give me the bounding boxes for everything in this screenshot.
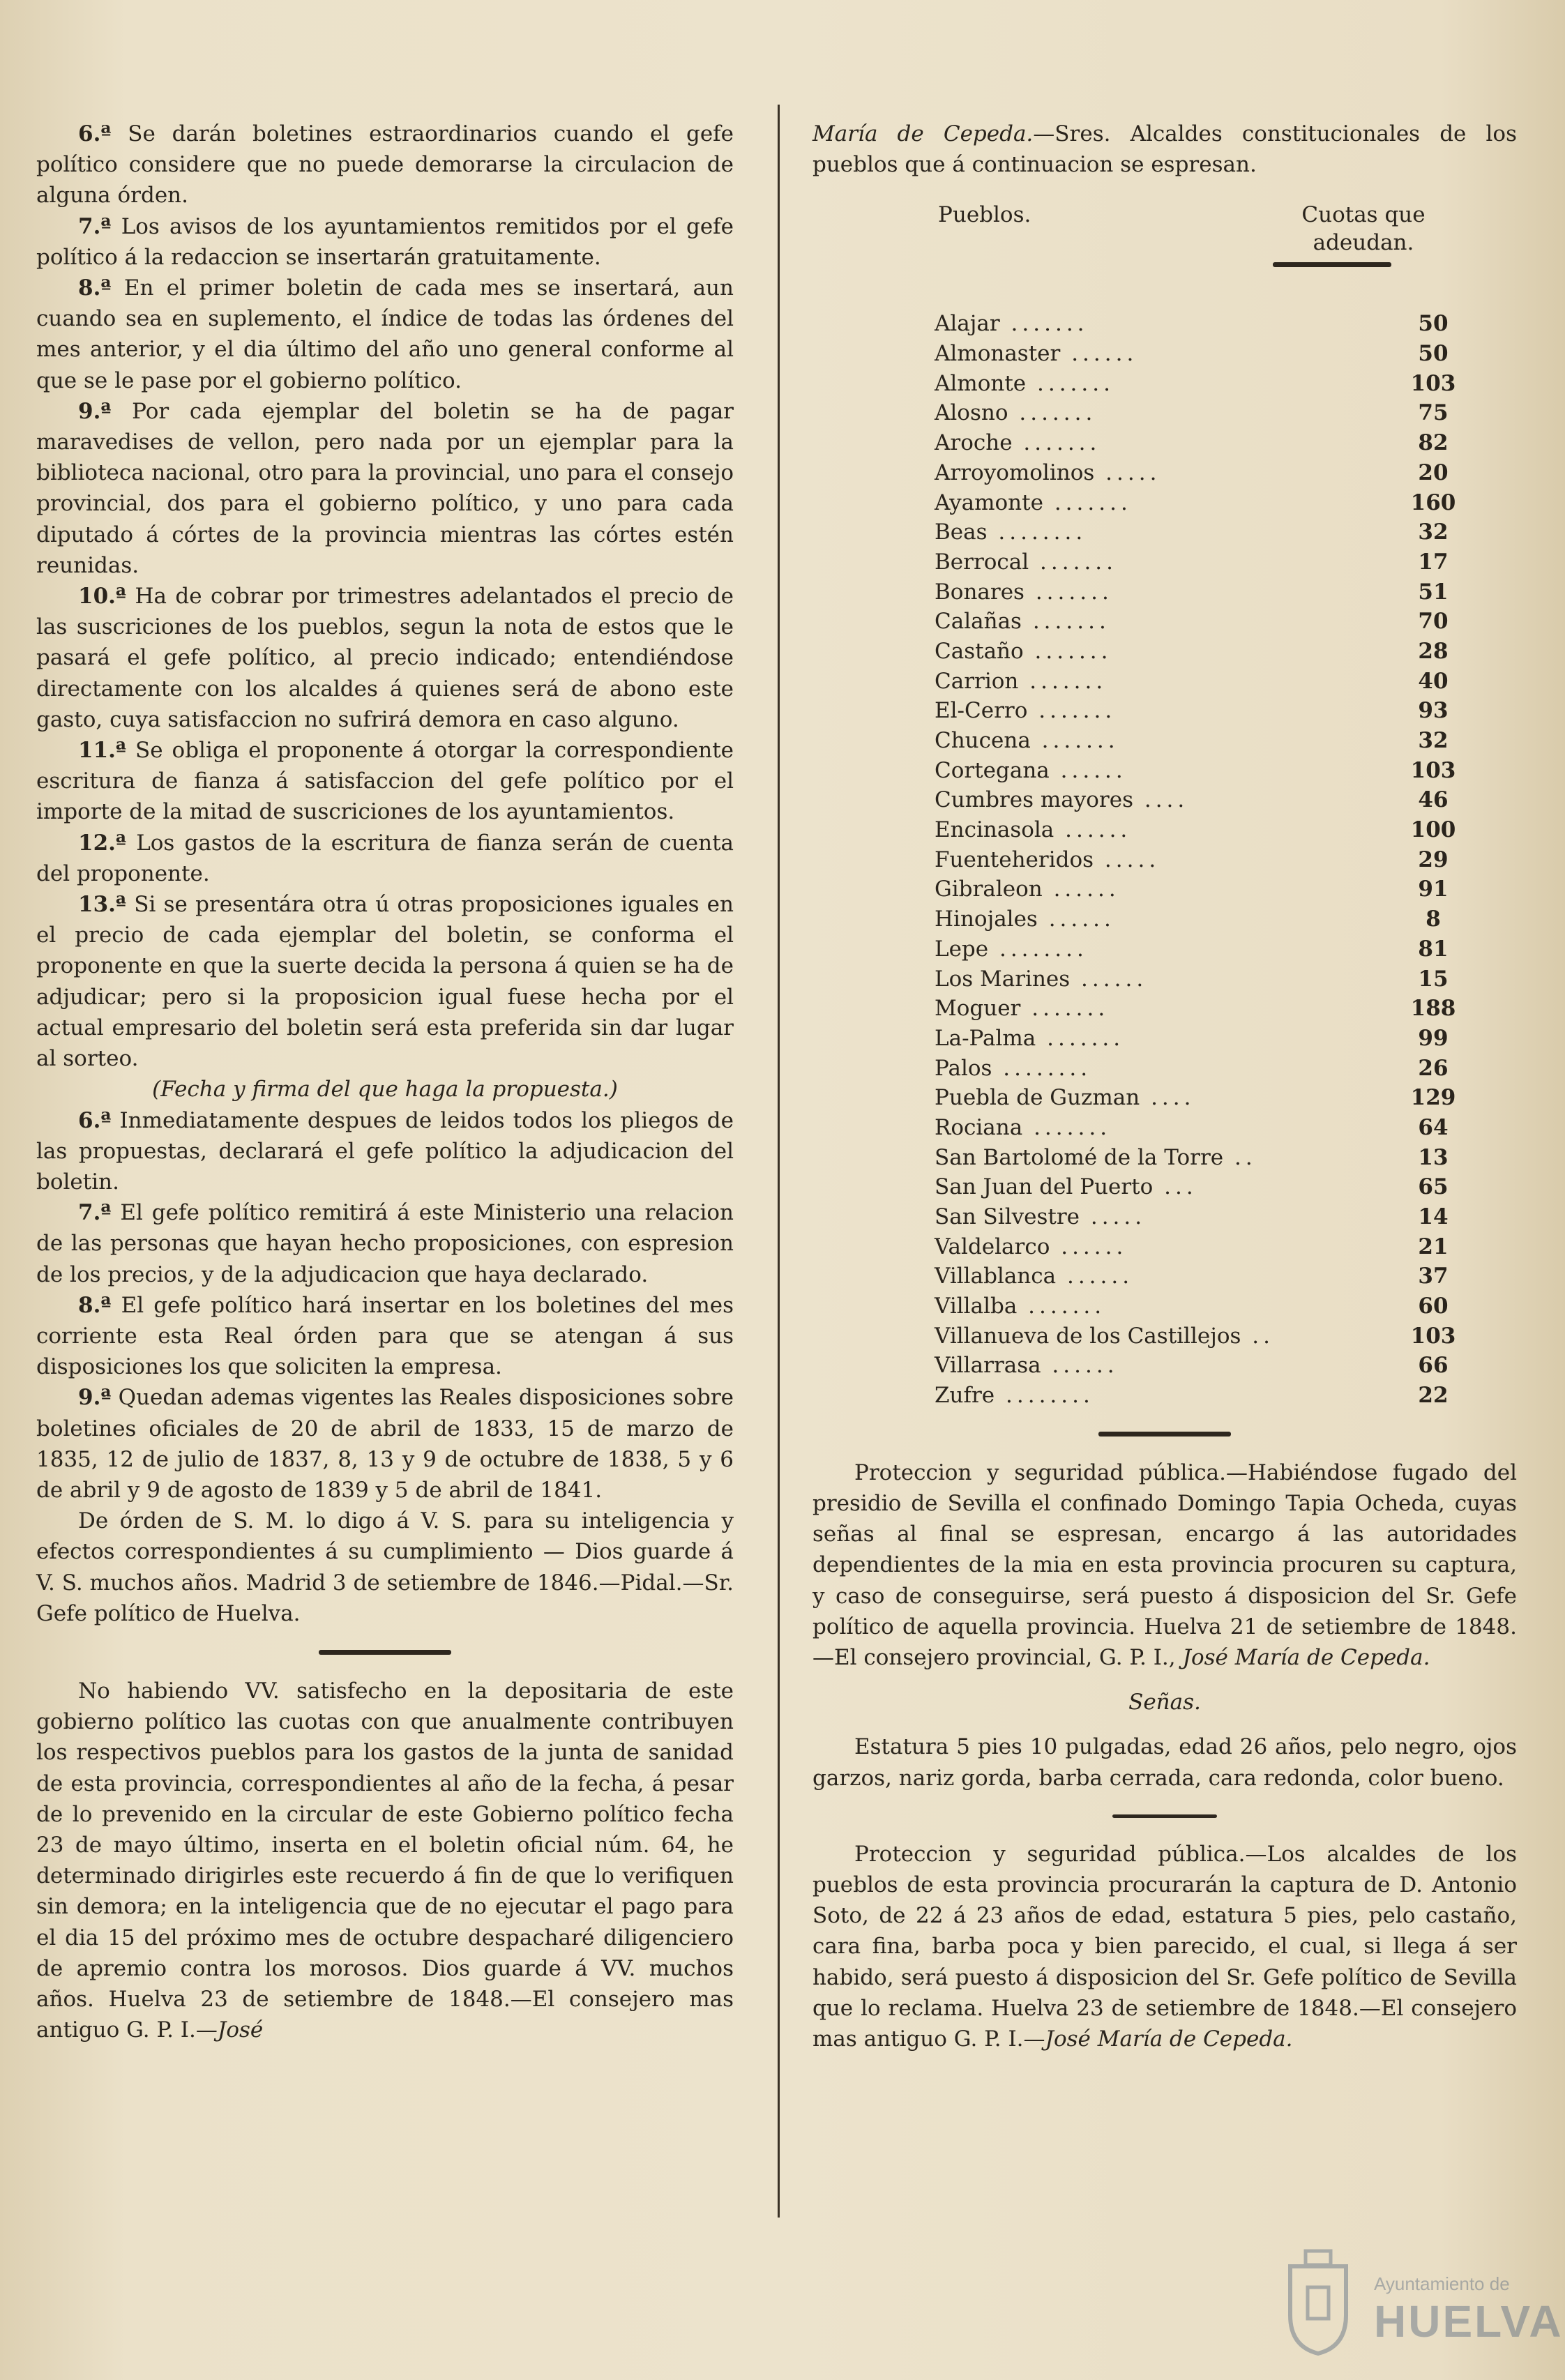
rule-paragraph [36, 119, 734, 211]
separator-rule [1112, 1814, 1217, 1818]
rule-paragraph [36, 396, 734, 581]
closing-paragraph: De órden de S. M. lo digo á V. S. para su inteligencia y efectos correspondientes á su cumplimiento — Dios guarde á V. S. muchos años. Madrid 3 de setiembre de 1846.—Pidal.—Sr. Gefe político de Huelva. [36, 1508, 734, 1626]
town-quota: 50 [1418, 311, 1449, 337]
town-row [935, 1381, 1465, 1411]
rule-number: 6.ª [78, 121, 112, 146]
rule-text: Si se presentára otra ú otras proposiciones iguales en el precio de cada ejemplar del boletin, se conforma el proponente en que la suerte decida la persona á quien se ha de adjudicar; pero si la proposicion igual fuese hecha por el actual empresario del boletin será esta preferida sin dar lugar al sorteo. [36, 892, 734, 1072]
rule-text: En el primer boletin de cada mes se insertará, aun cuando sea en suplemento, el índice de todas las órdenes del mes anterior, y el dia último del año uno general conforme al que se le pase por el gobierno político. [36, 275, 734, 393]
town-row [935, 1083, 1465, 1113]
town-quota: 93 [1418, 698, 1449, 724]
town-name: Villablanca ...... [935, 1264, 1134, 1289]
rule-number: 7.ª [78, 1200, 112, 1226]
rule-text: Los avisos de los ayuntamientos remitidos por el gefe político á la redaccion se insertarán gratuitamente. [36, 213, 734, 270]
rule-text: Se obliga el proponente á otorgar la correspondiente escritura de fianza á satisfaccion del gefe político por el importe de la mitad de suscriciones de los ayuntamientos. [36, 738, 734, 825]
right-column [812, 119, 1517, 2054]
town-quota: 82 [1418, 430, 1449, 456]
signature-line: (Fecha y firma del que haga la propuesta.) [152, 1077, 618, 1102]
rule-paragraph [36, 211, 734, 273]
town-name: Valdelarco ...... [935, 1234, 1128, 1259]
town-name: Ayamonte ....... [935, 490, 1132, 515]
watermark-logo [1276, 2245, 1564, 2364]
town-name: Castaño ....... [935, 638, 1112, 664]
circular-paragraph: No habiendo VV. satisfecho en la depositaria de este gobierno político las cuotas con que anualmente contribuyen los respectivos pueblos para los gastos de la junta de sanidad de esta provincia, correspondientes al año de la fecha, á pesar de lo prevenido en la circular de este Gobierno político fecha 23 de mayo último, inserta en el boletin oficial núm. 64, he determinado dirigirles este recuerdo á fin de que lo verifiquen sin demora; en la inteligencia que de no ejecutar el pago para el dia 15 del próximo mes de octubre despacharé diligenciero de apremio contra los morosos. Dios guarde á VV. muchos años. Huelva 23 de setiembre de 1848.—El consejero mas antiguo G. P. I.—José [36, 1678, 734, 2043]
rule-paragraph [36, 735, 734, 828]
town-name: Alosno ....... [935, 400, 1097, 426]
town-quota: 100 [1410, 817, 1456, 843]
rule-paragraph [36, 1105, 734, 1198]
town-row [935, 1232, 1465, 1262]
town-row [935, 1054, 1465, 1084]
town-row [935, 934, 1465, 964]
town-row [935, 667, 1465, 697]
town-quota: 103 [1410, 370, 1456, 396]
town-quota: 14 [1418, 1204, 1449, 1230]
rules-list-b [36, 1105, 734, 1506]
town-quota: 65 [1418, 1174, 1449, 1200]
rule-number: 11.ª [78, 738, 127, 764]
town-quota: 28 [1418, 638, 1449, 664]
town-name: Villarrasa ...... [935, 1353, 1119, 1379]
town-row [935, 845, 1465, 875]
town-quota: 15 [1418, 966, 1449, 992]
town-name: Alajar ....... [935, 311, 1089, 337]
town-quota: 29 [1418, 847, 1449, 872]
rule-text: Por cada ejemplar del boletin se ha de pagar maravedises de vellon, pero nada por un ejemplar para la biblioteca nacional, otro para la provincial, uno para el consejo provincial, dos para el gobierno político, y uno para cada diputado á córtes de la provincia mientras las córtes estén reunidas. [36, 398, 734, 578]
town-quota: 46 [1418, 787, 1449, 813]
rule-number: 13.ª [78, 892, 127, 918]
town-quota: 81 [1418, 936, 1449, 962]
town-name: Villanueva de los Castillejos .. [935, 1323, 1274, 1349]
town-row [935, 488, 1465, 518]
town-name: Chucena ....... [935, 728, 1119, 754]
town-quota: 103 [1410, 1323, 1456, 1349]
rule-number: 7.ª [78, 213, 112, 239]
town-row [935, 339, 1465, 369]
continuation-paragraph: María de Cepeda.—Sres. Alcaldes constitucionales de los pueblos que á continuacion se espresan. [812, 121, 1517, 178]
town-name: Almonaster ...... [935, 341, 1138, 367]
rule-paragraph [36, 1382, 734, 1506]
town-name: Bonares ....... [935, 579, 1113, 605]
town-quota: 64 [1418, 1114, 1449, 1140]
town-quota: 91 [1418, 877, 1449, 902]
town-row [935, 1113, 1465, 1143]
watermark-big-text: HUELVA [1374, 2296, 1564, 2347]
continuation-signer: María de Cepeda. [812, 121, 1034, 146]
table-header-towns: Pueblos. [938, 202, 1031, 228]
town-row [935, 904, 1465, 934]
rule-paragraph [36, 1197, 734, 1290]
town-name: Los Marines ...... [935, 966, 1148, 992]
town-name: Cumbres mayores .... [935, 787, 1189, 813]
town-name: San Bartolomé de la Torre .. [935, 1144, 1257, 1170]
town-quota: 160 [1410, 490, 1456, 515]
town-quota: 50 [1418, 341, 1449, 367]
town-row [935, 517, 1465, 547]
town-quota: 20 [1418, 460, 1449, 485]
town-name: Zufre ........ [935, 1383, 1094, 1409]
town-row [935, 994, 1465, 1024]
town-name: Villalba ....... [935, 1294, 1106, 1319]
town-row [935, 1172, 1465, 1202]
rule-number: 8.ª [78, 275, 112, 301]
town-name: La-Palma ....... [935, 1025, 1125, 1051]
rule-text: El gefe político remitirá á este Ministerio una relacion de las personas que hayan hecho proposiciones, con espresion de los precios, y de la adjudicacion que haya declarado. [36, 1200, 734, 1287]
town-row [935, 756, 1465, 786]
rule-text: Los gastos de la escritura de fianza serán de cuenta del proponente. [36, 830, 734, 886]
rule-number: 12.ª [78, 830, 127, 856]
senas-paragraph: Estatura 5 pies 10 pulgadas, edad 26 años, pelo negro, ojos garzos, nariz gorda, barba cerrada, cara redonda, color bueno. [812, 1734, 1517, 1791]
town-name: El-Cerro ....... [935, 698, 1117, 724]
town-name: Calañas ....... [935, 609, 1110, 635]
town-row [935, 369, 1465, 399]
town-row [935, 607, 1465, 637]
rule-number: 9.ª [78, 398, 112, 424]
left-column [36, 119, 734, 2045]
table-header [938, 201, 1433, 257]
town-name: Puebla de Guzman .... [935, 1085, 1195, 1111]
notice2-signer: José María de Cepeda. [1045, 2026, 1293, 2052]
town-row [935, 309, 1465, 339]
rule-text: Ha de cobrar por trimestres adelantados el precio de las suscriciones de los pueblos, segun la nota de estos que le pasará el gefe político, al precio indicado; entendiéndose directamente con los alcaldes á quienes será de abono este gasto, cuya satisfaccion no sufrirá demora en caso alguno. [36, 584, 734, 732]
town-quota: 37 [1418, 1264, 1449, 1289]
town-row [935, 1024, 1465, 1054]
rule-text: Inmediatamente despues de leidos todos los pliegos de las propuestas, declarará el gefe político la adjudicacion del boletin. [36, 1107, 734, 1195]
town-quota: 129 [1410, 1085, 1456, 1111]
town-name: Lepe ........ [935, 936, 1088, 962]
town-quota: 60 [1418, 1294, 1449, 1319]
rule-paragraph [36, 581, 734, 735]
column-divider [778, 105, 780, 2218]
table-header-quotas: Cuotas que adeudan. [1301, 202, 1426, 256]
town-row [935, 428, 1465, 458]
rule-number: 9.ª [78, 1385, 112, 1411]
town-name: Palos ........ [935, 1055, 1092, 1081]
town-quota: 17 [1418, 549, 1449, 575]
town-name: San Silvestre ..... [935, 1204, 1147, 1230]
town-row [935, 1291, 1465, 1321]
rule-text: Se darán boletines estraordinarios cuando el gefe político considere que no puede demorarse la circulacion de alguna órden. [36, 121, 734, 209]
rule-number: 6.ª [78, 1107, 112, 1133]
town-row [935, 1261, 1465, 1291]
town-row [935, 1351, 1465, 1381]
town-name: Gibraleon ...... [935, 877, 1120, 902]
town-row [935, 1143, 1465, 1173]
town-row [935, 696, 1465, 726]
town-name: Carrion ....... [935, 668, 1107, 694]
town-quota: 32 [1418, 520, 1449, 545]
town-quota: 32 [1418, 728, 1449, 754]
town-quota: 21 [1418, 1234, 1449, 1259]
town-row [935, 398, 1465, 428]
town-quota: 75 [1418, 400, 1449, 426]
town-row [935, 1321, 1465, 1351]
table-header-rule [1273, 262, 1391, 267]
rule-paragraph [36, 273, 734, 396]
town-quota: 99 [1418, 1025, 1449, 1051]
circular-signer: José [217, 2017, 264, 2043]
town-row [935, 577, 1465, 607]
town-quota: 70 [1418, 609, 1449, 635]
town-row [935, 964, 1465, 994]
town-row [935, 637, 1465, 667]
rule-paragraph [36, 1290, 734, 1383]
town-name: Aroche ....... [935, 430, 1101, 456]
town-quota-table [935, 309, 1465, 1410]
senas-title: Señas. [1128, 1690, 1201, 1715]
town-quota: 66 [1418, 1353, 1449, 1379]
town-row [935, 1202, 1465, 1232]
town-quota: 26 [1418, 1055, 1449, 1081]
rule-text: Quedan ademas vigentes las Reales disposiciones sobre boletines oficiales de 20 de abril de 1833, 15 de marzo de 1835, 12 de julio de 1837, 8, 13 y 9 de octubre de 1838, 5 y 6 de abril y 9 de agosto de 1839 y 5 de abril de 1841. [36, 1385, 734, 1503]
town-name: Fuenteheridos ..... [935, 847, 1160, 872]
town-name: Encinasola ...... [935, 817, 1132, 843]
rule-number: 10.ª [78, 584, 127, 609]
town-name: Almonte ....... [935, 370, 1114, 396]
notice1-signer: José María de Cepeda. [1182, 1645, 1430, 1671]
separator-rule [1098, 1432, 1231, 1437]
town-quota: 188 [1410, 996, 1456, 1022]
rule-text: El gefe político hará insertar en los boletines del mes corriente esta Real órden para que se atengan á sus disposiciones los que soliciten la empresa. [36, 1292, 734, 1380]
town-name: Beas ........ [935, 520, 1087, 545]
town-quota: 40 [1418, 668, 1449, 694]
town-row [935, 726, 1465, 756]
rules-list-a [36, 119, 734, 1074]
notice-escape-paragraph: Proteccion y seguridad pública.—Habiéndose fugado del presidio de Sevilla el confinado Domingo Tapia Ocheda, cuyas señas al final se espresan, encargo á las autoridades dependientes de la mia en esta provincia procuren su captura, y caso de conseguirse, será puesto á disposicion del Sr. Gefe político de aquella provincia. Huelva 21 de setiembre de 1848.—El consejero provincial, G. P. I., José María de Cepeda. [812, 1460, 1517, 1671]
town-row [935, 874, 1465, 904]
town-quota: 13 [1418, 1144, 1449, 1170]
rule-number: 8.ª [78, 1292, 112, 1318]
town-name: Hinojales ...... [935, 907, 1115, 932]
rule-paragraph [36, 889, 734, 1074]
rule-paragraph [36, 828, 734, 889]
town-row [935, 547, 1465, 577]
town-row [935, 458, 1465, 488]
town-row [935, 815, 1465, 845]
separator-rule [319, 1650, 451, 1655]
town-row [935, 785, 1465, 815]
town-quota: 8 [1426, 907, 1441, 932]
town-name: San Juan del Puerto ... [935, 1174, 1197, 1200]
town-name: Cortegana ...... [935, 757, 1127, 783]
town-name: Berrocal ....... [935, 549, 1118, 575]
town-name: Rociana ....... [935, 1114, 1112, 1140]
watermark-small-text: Ayuntamiento de [1374, 2273, 1510, 2294]
town-quota: 51 [1418, 579, 1449, 605]
town-quota: 103 [1410, 757, 1456, 783]
coat-of-arms-icon [1276, 2245, 1360, 2357]
notice-capture-paragraph: Proteccion y seguridad pública.—Los alcaldes de los pueblos de esta provincia procurarán la captura de D. Antonio Soto, de 22 á 23 años de edad, estatura 5 pies, pelo castaño, cara fina, barba poca y bien parecido, el cual, si llega á ser habido, será puesto á disposicion del Sr. Gefe político de Sevilla que lo reclama. Huelva 23 de setiembre de 1848.—El consejero mas antiguo G. P. I.—José María de Cepeda. [812, 1841, 1517, 2052]
town-name: Arroyomolinos ..... [935, 460, 1161, 485]
town-name: Moguer ....... [935, 996, 1110, 1022]
town-quota: 22 [1418, 1383, 1449, 1409]
